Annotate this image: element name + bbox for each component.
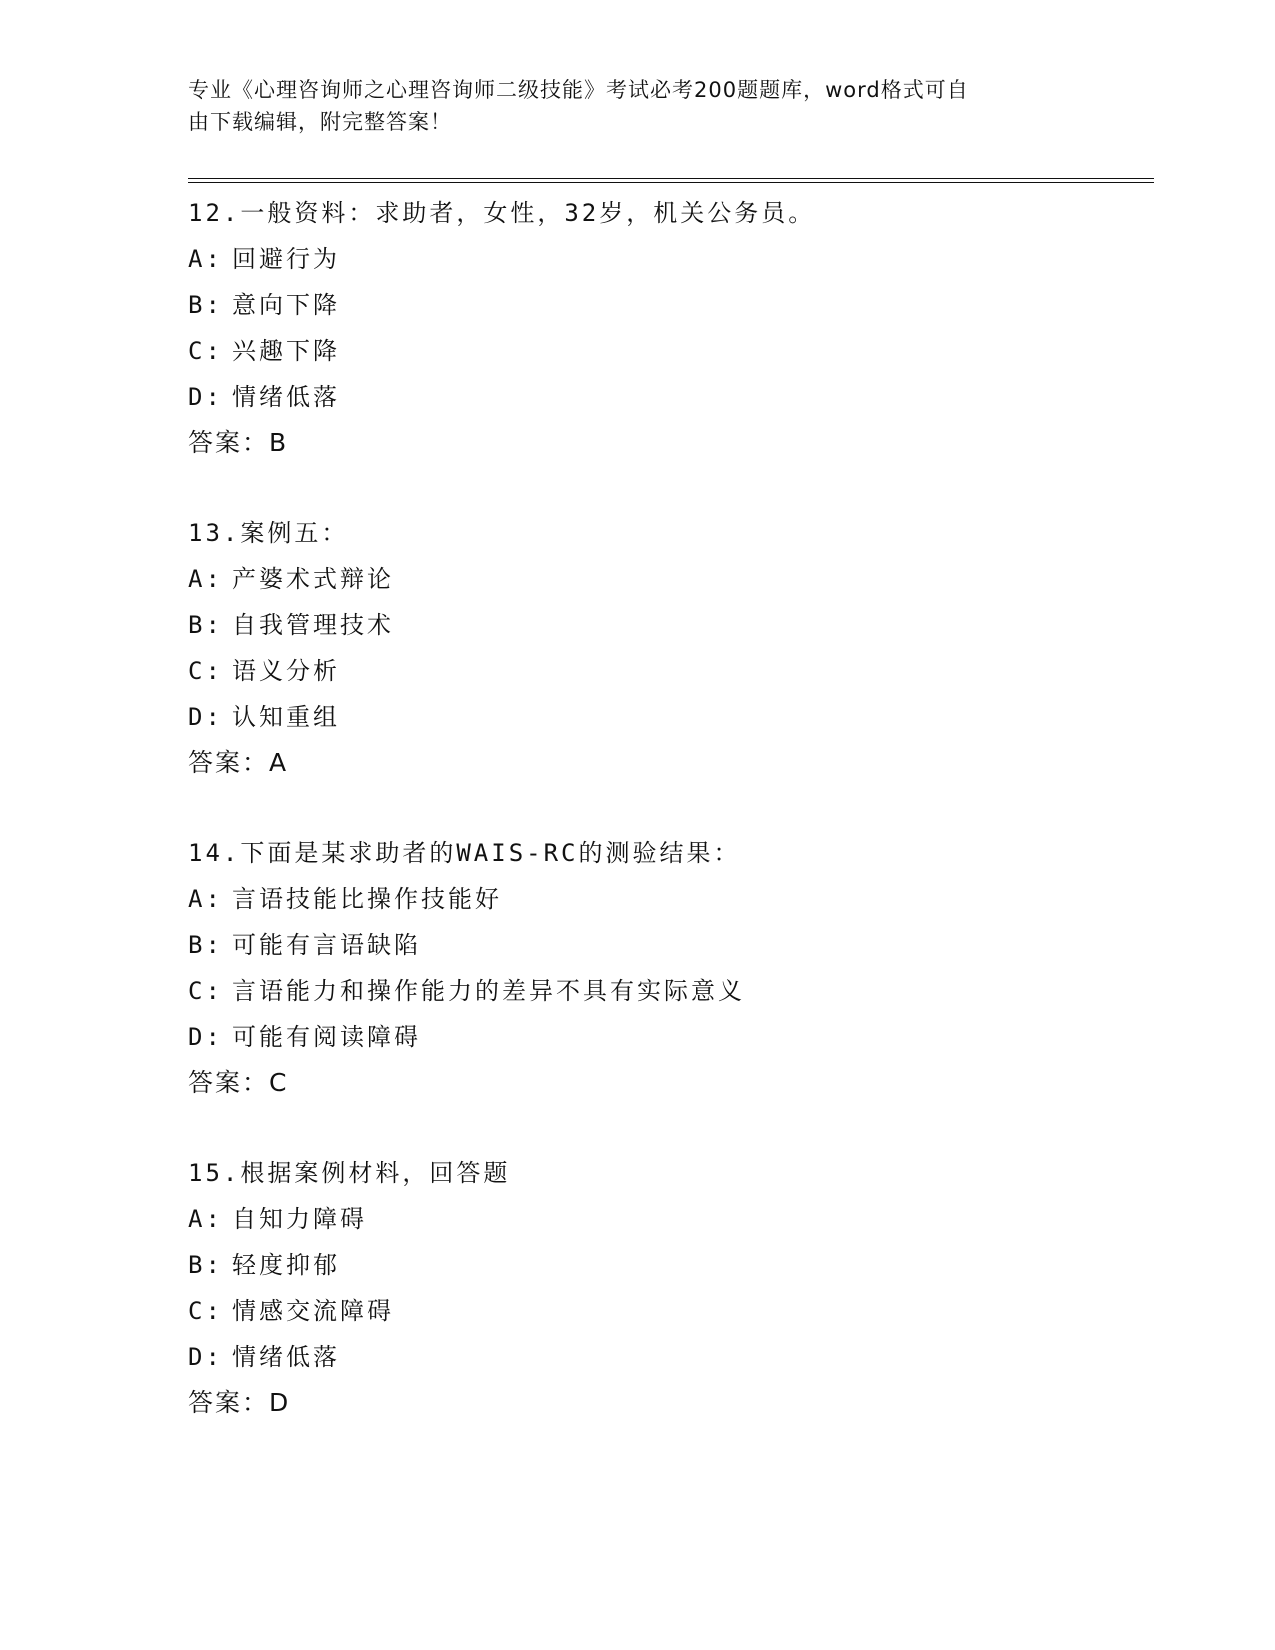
question-stem: 14.下面是某求助者的WAIS-RC的测验结果： — [188, 839, 741, 867]
option-a — [188, 1196, 1154, 1242]
answer-line: 答案：C — [188, 1068, 289, 1097]
answer-line: 答案：B — [188, 428, 289, 457]
option-a — [188, 876, 1154, 922]
answer-line: 答案：D — [188, 1388, 291, 1417]
question-stem: 13.案例五： — [188, 519, 349, 547]
header-divider-bottom — [188, 182, 1154, 183]
option-letter: A: — [188, 885, 223, 913]
question-12 — [188, 190, 1154, 510]
question-14 — [188, 830, 1154, 1150]
option-text: 兴趣下降 — [232, 337, 340, 365]
question-stem: 12.一般资料：求助者，女性，32岁，机关公务员。 — [188, 199, 816, 227]
option-letter: A: — [188, 565, 223, 593]
option-letter: A: — [188, 245, 223, 273]
option-letter: C: — [188, 1297, 223, 1325]
option-b — [188, 282, 1154, 328]
option-text: 情绪低落 — [232, 383, 340, 411]
document-header — [188, 74, 1068, 138]
option-text: 意向下降 — [232, 291, 340, 319]
option-letter: B: — [188, 611, 223, 639]
option-a — [188, 556, 1154, 602]
option-c — [188, 328, 1154, 374]
option-letter: D: — [188, 1023, 223, 1051]
header-divider-top — [188, 178, 1154, 179]
option-letter: C: — [188, 337, 223, 365]
option-letter: B: — [188, 1251, 223, 1279]
option-letter: D: — [188, 703, 223, 731]
option-letter: A: — [188, 1205, 223, 1233]
option-text: 回避行为 — [232, 245, 340, 273]
question-list — [188, 190, 1154, 1470]
option-text: 可能有言语缺陷 — [232, 931, 421, 959]
option-d — [188, 1014, 1154, 1060]
option-text: 自知力障碍 — [232, 1205, 367, 1233]
question-13 — [188, 510, 1154, 830]
question-15 — [188, 1150, 1154, 1470]
option-d — [188, 1334, 1154, 1380]
answer-line: 答案：A — [188, 748, 289, 777]
option-text: 轻度抑郁 — [232, 1251, 340, 1279]
option-letter: B: — [188, 931, 223, 959]
header-line-2: 由下载编辑，附完整答案！ — [188, 110, 452, 134]
option-text: 自我管理技术 — [232, 611, 394, 639]
option-letter: C: — [188, 977, 223, 1005]
option-c — [188, 968, 1154, 1014]
option-letter: D: — [188, 383, 223, 411]
option-letter: D: — [188, 1343, 223, 1371]
option-text: 情感交流障碍 — [232, 1297, 394, 1325]
option-d — [188, 374, 1154, 420]
option-text: 可能有阅读障碍 — [232, 1023, 421, 1051]
header-line-1: 专业《心理咨询师之心理咨询师二级技能》考试必考200题题库，word格式可自 — [188, 78, 969, 102]
option-text: 语义分析 — [232, 657, 340, 685]
option-text: 情绪低落 — [232, 1343, 340, 1371]
option-letter: C: — [188, 657, 223, 685]
option-c — [188, 1288, 1154, 1334]
option-text: 言语技能比操作技能好 — [232, 885, 502, 913]
option-d — [188, 694, 1154, 740]
option-b — [188, 1242, 1154, 1288]
option-text: 产婆术式辩论 — [232, 565, 394, 593]
option-c — [188, 648, 1154, 694]
option-text: 言语能力和操作能力的差异不具有实际意义 — [232, 977, 745, 1005]
option-letter: B: — [188, 291, 223, 319]
option-a — [188, 236, 1154, 282]
question-stem: 15.根据案例材料，回答题 — [188, 1159, 511, 1187]
option-text: 认知重组 — [232, 703, 340, 731]
option-b — [188, 922, 1154, 968]
option-b — [188, 602, 1154, 648]
